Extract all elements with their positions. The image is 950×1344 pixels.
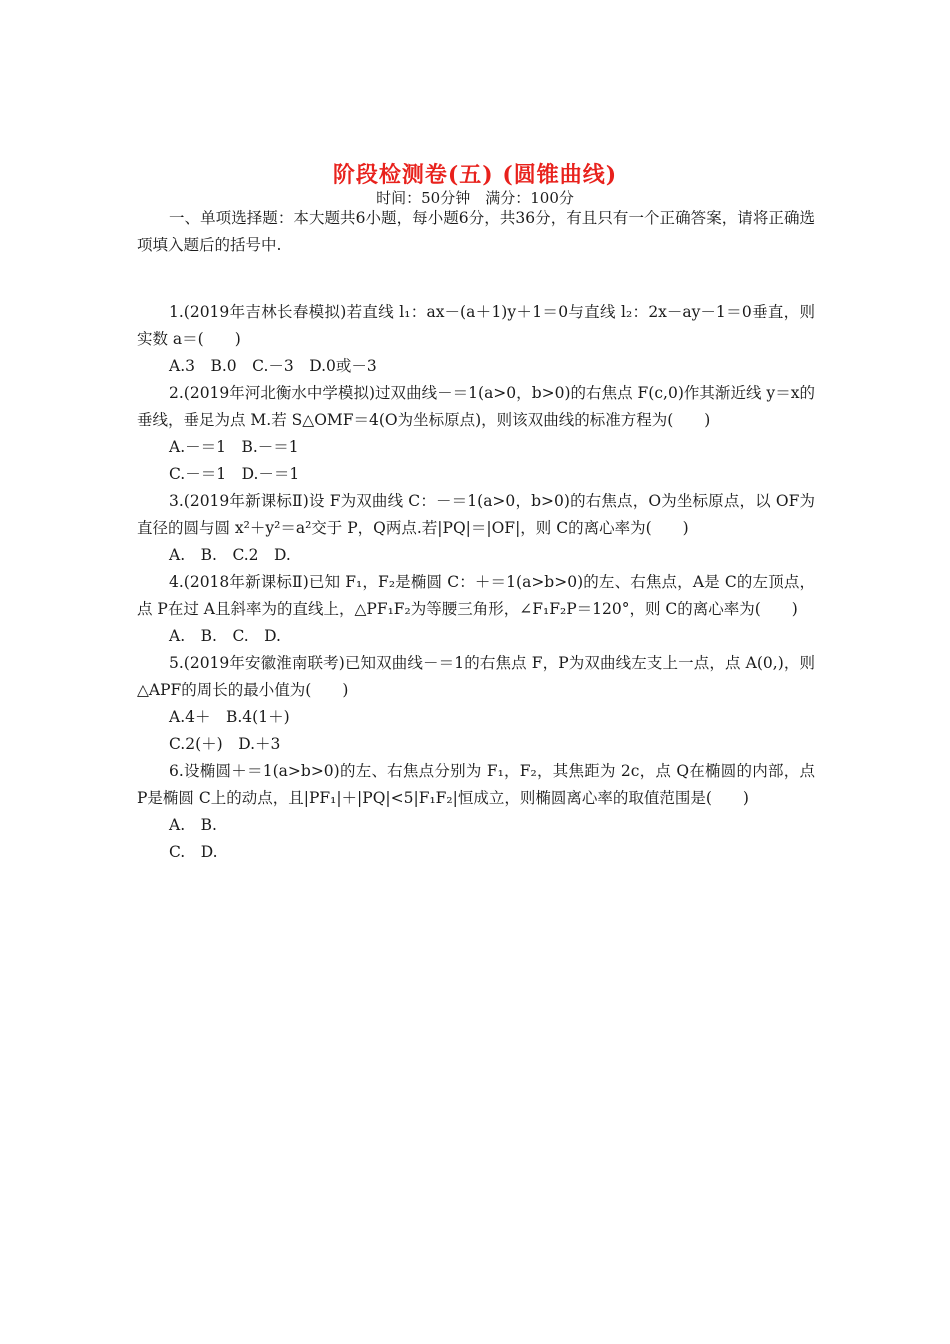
- question-2: [137, 380, 815, 488]
- question-options: A. B. C.2 D.: [169, 546, 291, 564]
- question-stem: 4.(2018年新课标Ⅱ)已知 F₁，F₂是椭圆 C：＋＝1(a>b>0)的左、右焦点，A是 C的左顶点，点 P在过 A且斜率为的直线上，△PF₁F₂为等腰三角形，∠F₁F₂P＝120°，则 C的离心率为( ): [137, 573, 815, 618]
- question-4: [137, 569, 815, 650]
- question-options: A.3 B.0 C.－3 D.0或－3: [169, 357, 377, 375]
- section-spacer: [137, 259, 815, 299]
- question-stem: 1.(2019年吉林长春模拟)若直线 l₁：ax－(a＋1)y＋1＝0与直线 l₂：2x－ay－1＝0垂直，则实数 a＝( ): [137, 303, 815, 348]
- section-heading: 一、单项选择题：本大题共6小题，每小题6分，共36分，有且只有一个正确答案，请将正确选项填入题后的括号中.: [137, 209, 815, 254]
- question-options: A.－＝1 B.－＝1: [169, 438, 299, 456]
- question-options: C.－＝1 D.－＝1: [169, 465, 300, 483]
- page-subtitle: 时间：50分钟 满分：100分: [376, 189, 574, 207]
- question-options: C. D.: [169, 843, 218, 861]
- page-title: 阶段检测卷(五) (圆锥曲线): [332, 162, 618, 188]
- question-5: [137, 650, 815, 758]
- question-6: [137, 758, 815, 866]
- document-content: [137, 205, 815, 866]
- question-options: A. B.: [169, 816, 217, 834]
- question-stem: 2.(2019年河北衡水中学模拟)过双曲线－＝1(a>0，b>0)的右焦点 F(c,0)作其渐近线 y＝x的垂线，垂足为点 M.若 S△OMF＝4(O为坐标原点)，则该双曲线的标准方程为( ): [137, 384, 815, 429]
- question-options: C.2(＋) D.＋3: [169, 735, 281, 753]
- question-options: A.4＋ B.4(1＋): [169, 708, 290, 726]
- question-1: [137, 299, 815, 380]
- question-3: [137, 488, 815, 569]
- question-stem: 3.(2019年新课标Ⅱ)设 F为双曲线 C：－＝1(a>0，b>0)的右焦点，O为坐标原点，以 OF为直径的圆与圆 x²＋y²＝a²交于 P，Q两点.若|PQ|＝|OF|，则 C的离心率为( ): [137, 492, 815, 537]
- question-stem: 6.设椭圆＋＝1(a>b>0)的左、右焦点分别为 F₁，F₂，其焦距为 2c，点 Q在椭圆的内部，点 P是椭圆 C上的动点，且|PF₁|＋|PQ|<5|F₁F₂|恒成立，则椭圆离心率的取值范围是( ): [137, 762, 815, 807]
- question-options: A. B. C. D.: [169, 627, 281, 645]
- question-stem: 5.(2019年安徽淮南联考)已知双曲线－＝1的右焦点 F，P为双曲线左支上一点，点 A(0,)，则△APF的周长的最小值为( ): [137, 654, 815, 699]
